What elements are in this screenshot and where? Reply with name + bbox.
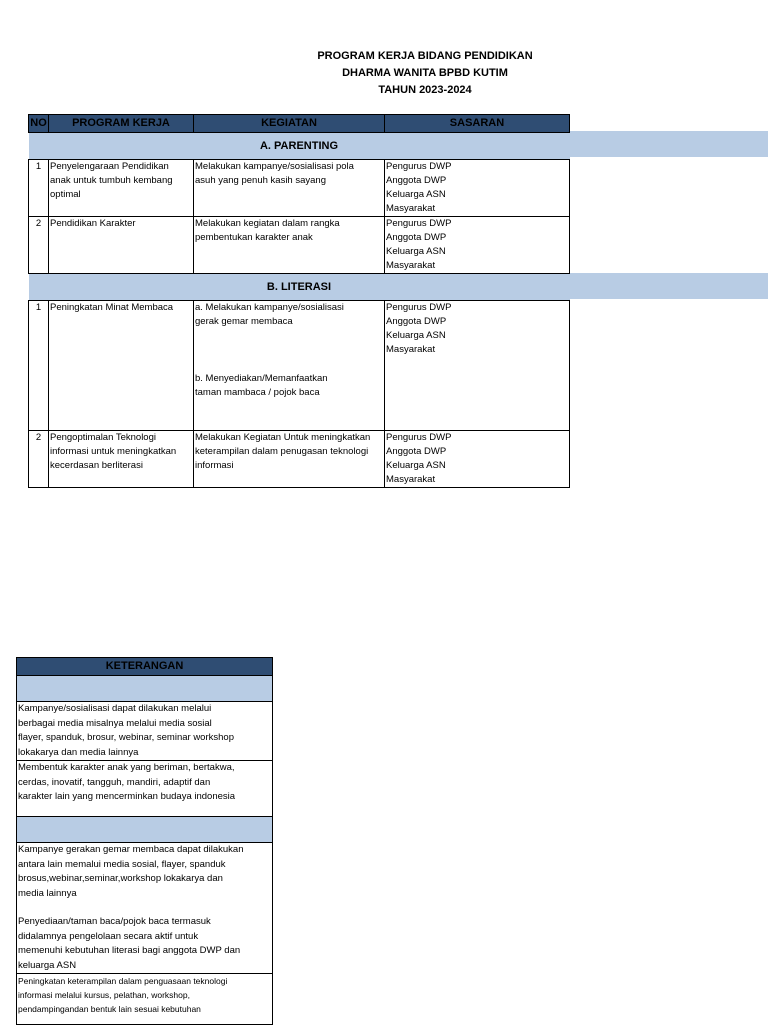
blue-band — [17, 817, 273, 843]
note-spacer — [18, 901, 271, 915]
note-cell — [17, 843, 273, 974]
table-header-row — [29, 115, 570, 133]
kegiatan-line: Melakukan kegiatan dalam rangka — [195, 218, 340, 229]
sasaran-line: Keluarga ASN — [386, 246, 446, 257]
sasaran-line: Keluarga ASN — [386, 330, 446, 341]
kegiatan-line: pembentukan karakter anak — [195, 232, 313, 243]
keterangan-table — [16, 657, 273, 1025]
sasaran-line: Anggota DWP — [386, 175, 447, 186]
kegiatan-line: taman mambaca / pojok baca — [195, 387, 320, 398]
title-line-1: PROGRAM KERJA BIDANG PENDIDIKAN — [317, 50, 533, 62]
keterangan-note — [17, 761, 273, 817]
sasaran-line: Keluarga ASN — [386, 460, 446, 471]
kegiatan-line: keterampilan dalam penugasan teknologi — [195, 446, 369, 457]
note-line: keluarga ASN — [18, 959, 77, 971]
table-row — [29, 217, 570, 274]
section-band-literasi — [569, 273, 768, 299]
sasaran-line: Anggota DWP — [386, 316, 447, 327]
sasaran-line: Masyarakat — [386, 260, 436, 271]
program-cell — [49, 301, 194, 431]
note-cell — [17, 702, 273, 761]
kegiatan-line: asuh yang penuh kasih sayang — [195, 175, 326, 186]
sasaran-cell — [385, 160, 570, 217]
sasaran-line: Pengurus DWP — [386, 161, 452, 172]
note-line: Penyediaan/taman baca/pojok baca termasuk — [18, 916, 211, 927]
row-number: 2 — [29, 217, 49, 274]
sasaran-line: Masyarakat — [386, 474, 436, 485]
program-line: Peningkatan Minat Membaca — [50, 302, 174, 313]
sasaran-line: Masyarakat — [386, 344, 436, 355]
kegiatan-cell — [194, 301, 385, 431]
note-line: flayer, spanduk, brosur, webinar, seminar workshop — [18, 732, 234, 743]
header-program: PROGRAM KERJA — [49, 115, 194, 133]
kegiatan-cell — [194, 431, 385, 488]
table-row — [29, 160, 570, 217]
sasaran-line: Pengurus DWP — [386, 218, 452, 229]
sasaran-line: Pengurus DWP — [386, 302, 452, 313]
row-number: 1 — [29, 301, 49, 431]
note-line: berbagai media misalnya melalui media sosial — [18, 717, 212, 729]
header-kegiatan: KEGIATAN — [194, 115, 385, 133]
kegiatan-spacer — [195, 329, 383, 372]
program-cell — [49, 217, 194, 274]
keterangan-header-row — [17, 658, 273, 676]
note-spacer — [18, 1016, 271, 1024]
keterangan-note — [17, 702, 273, 761]
note-line: brosus,webinar,seminar,workshop lokakarya dan — [18, 873, 223, 884]
program-line: kecerdasan berliterasi — [50, 460, 143, 471]
program-line: Pengoptimalan Teknologi — [50, 432, 156, 443]
title-line-2: DHARMA WANITA BPBD KUTIM — [342, 67, 508, 79]
sasaran-line: Pengurus DWP — [386, 432, 452, 443]
kegiatan-line: informasi — [195, 460, 234, 471]
program-line: Pendidikan Karakter — [50, 218, 136, 229]
program-line: anak untuk tumbuh kembang — [50, 175, 173, 186]
sasaran-cell — [385, 431, 570, 488]
kegiatan-cell — [194, 160, 385, 217]
note-line: cerdas, inovatif, tangguh, mandiri, adaptif dan — [18, 776, 211, 788]
section-title: A. PARENTING — [29, 133, 570, 160]
note-line: didalamnya pengelolaan secara aktif untuk — [18, 930, 199, 942]
section-band-parenting — [569, 131, 768, 157]
note-line: Kampanye/sosialisasi dapat dilakukan melalui — [18, 703, 212, 714]
sasaran-cell — [385, 301, 570, 431]
blue-band — [17, 676, 273, 702]
note-line: karakter lain yang mencerminkan budaya indonesia — [18, 791, 236, 802]
program-table — [28, 114, 570, 488]
program-cell — [49, 431, 194, 488]
keterangan-header: KETERANGAN — [17, 658, 273, 676]
note-line: Kampanye gerakan gemar membaca dapat dilakukan — [18, 844, 244, 855]
sasaran-line: Keluarga ASN — [386, 189, 446, 200]
keterangan-note — [17, 843, 273, 974]
keterangan-section-band — [17, 676, 273, 702]
program-line: Penyelengaraan Pendidikan — [50, 161, 169, 172]
note-cell — [17, 761, 273, 817]
header-sasaran: SASARAN — [385, 115, 570, 133]
keterangan-section-band — [17, 817, 273, 843]
title-line-3: TAHUN 2023-2024 — [378, 84, 472, 96]
sasaran-cell — [385, 217, 570, 274]
kegiatan-line: Melakukan Kegiatan Untuk meningkatkan — [195, 432, 371, 443]
kegiatan-cell — [194, 217, 385, 274]
note-cell — [17, 974, 273, 1025]
kegiatan-line: gerak gemar membaca — [195, 316, 293, 327]
note-line: antara lain memalui media sosial, flayer, spanduk — [18, 858, 226, 870]
kegiatan-line: b. Menyediakan/Memanfaatkan — [195, 373, 328, 384]
section-row-literasi — [29, 274, 570, 301]
keterangan-note — [17, 974, 273, 1025]
row-number: 2 — [29, 431, 49, 488]
kegiatan-line: Melakukan kampanye/sosialisasi pola — [195, 161, 354, 172]
table-row — [29, 301, 570, 431]
program-cell — [49, 160, 194, 217]
table-row — [29, 431, 570, 488]
row-number: 1 — [29, 160, 49, 217]
section-row-parenting — [29, 133, 570, 160]
sasaran-line: Anggota DWP — [386, 446, 447, 457]
sasaran-line: Anggota DWP — [386, 232, 447, 243]
note-line: memenuhi kebutuhan literasi bagi anggota DWP dan — [18, 945, 241, 956]
note-line: lokakarya dan media lainnya — [18, 746, 139, 758]
note-line: Membentuk karakter anak yang beriman, bertakwa, — [18, 762, 235, 773]
note-line: pendampingandan bentuk lain sesuai kebutuhan — [18, 1004, 201, 1014]
header-no: NO — [29, 115, 49, 133]
sasaran-line: Masyarakat — [386, 203, 436, 214]
note-line: media lainnya — [18, 887, 77, 899]
note-line: Peningkatan keterampilan dalam penguasaan teknologi — [18, 976, 228, 986]
program-line: informasi untuk meningkatkan — [50, 446, 177, 457]
kegiatan-line: a. Melakukan kampanye/sosialisasi — [195, 302, 344, 313]
program-line: optimal — [50, 189, 81, 200]
document-title — [0, 48, 768, 99]
section-title: B. LITERASI — [29, 274, 570, 301]
note-line: informasi melalui kursus, pelathan, workshop, — [18, 990, 190, 1000]
